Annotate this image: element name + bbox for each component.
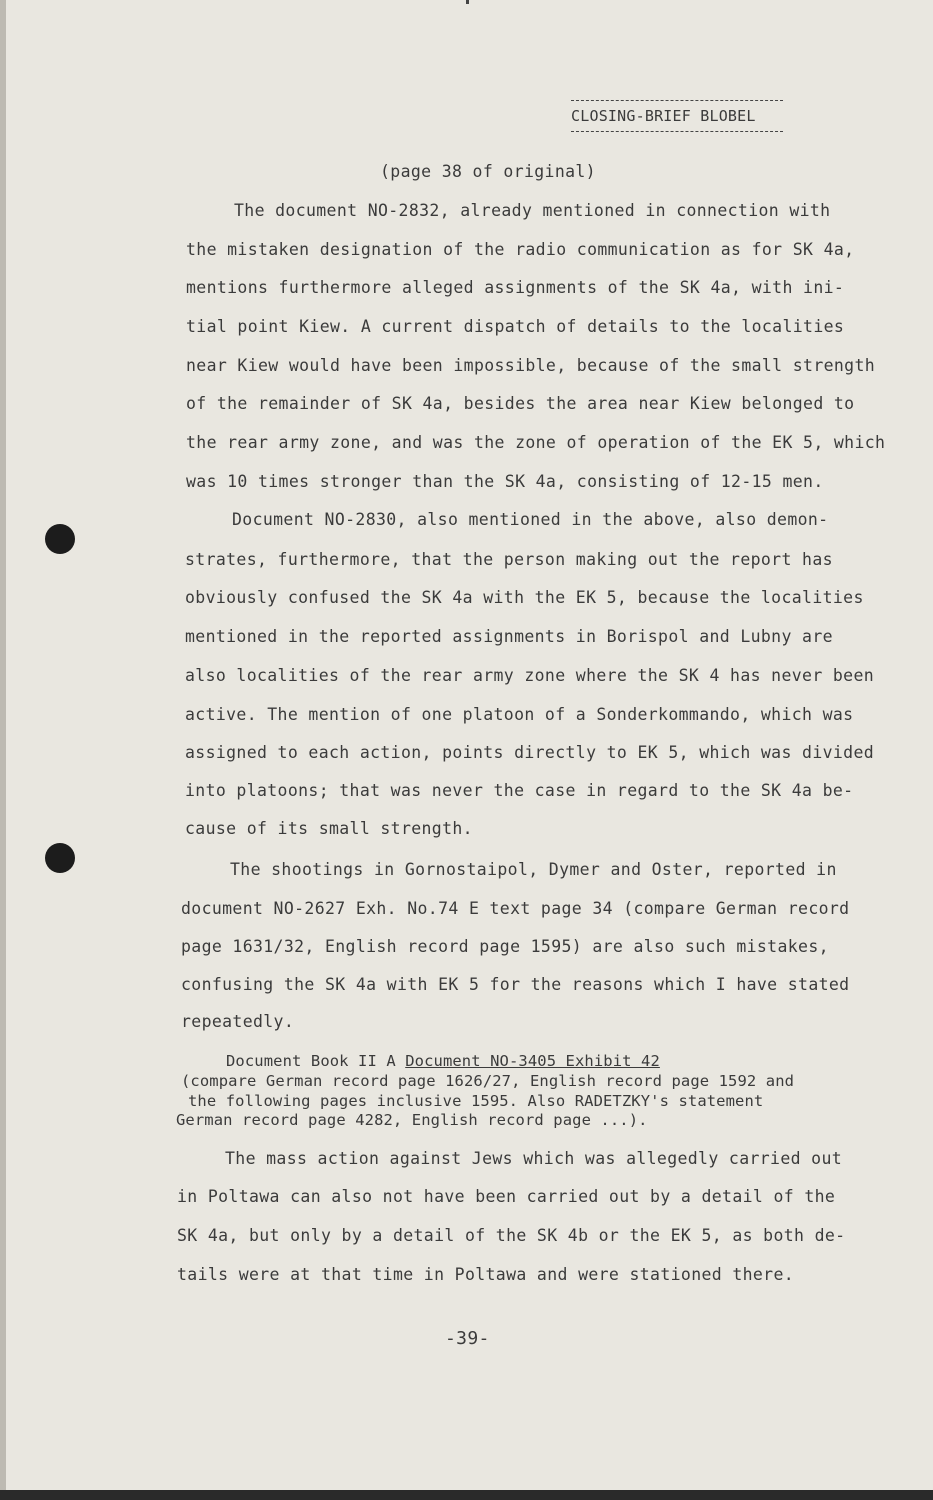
paragraph-line: the rear army zone, and was the zone of operation of the EK 5, which xyxy=(186,433,886,452)
paragraph-line: SK 4a, but only by a detail of the SK 4b or the EK 5, as both de- xyxy=(177,1226,846,1245)
paragraph-line: was 10 times stronger than the SK 4a, consisting of 12-15 men. xyxy=(186,472,824,491)
staple-mark xyxy=(466,0,469,4)
paragraph-line: tial point Kiew. A current dispatch of details to the localities xyxy=(186,317,845,336)
reference-prefix: Document Book II A xyxy=(226,1052,406,1070)
paragraph-line: The mass action against Jews which was allegedly carried out xyxy=(225,1149,843,1168)
header-title: CLOSING-BRIEF BLOBEL xyxy=(571,107,756,125)
paragraph-line: active. The mention of one platoon of a Sonderkommando, which was xyxy=(185,705,854,724)
reference-line: (compare German record page 1626/27, English record page 1592 and xyxy=(181,1072,795,1090)
paragraph-line: strates, furthermore, that the person making out the report has xyxy=(185,550,833,569)
header-rule-bottom xyxy=(571,131,783,132)
paragraph-line: Document NO-2830, also mentioned in the above, also demon- xyxy=(232,510,829,529)
page-edge xyxy=(0,0,6,1500)
paragraph-line: mentioned in the reported assignments in Borispol and Lubny are xyxy=(185,627,833,646)
paragraph-line: tails were at that time in Poltawa and were stationed there. xyxy=(177,1265,795,1284)
paragraph-line: confusing the SK 4a with EK 5 for the reasons which I have stated xyxy=(181,975,850,994)
reference-first-line xyxy=(226,1052,660,1070)
reference-line: the following pages inclusive 1595. Also RADETZKY's statement xyxy=(188,1092,764,1110)
paragraph-line: mentions furthermore alleged assignments of the SK 4a, with ini- xyxy=(186,278,845,297)
paragraph-line: in Poltawa can also not have been carried out by a detail of the xyxy=(177,1187,836,1206)
paragraph-line: near Kiew would have been impossible, because of the small strength xyxy=(186,356,876,375)
page-number: -39- xyxy=(445,1328,490,1349)
paragraph-line: assigned to each action, points directly to EK 5, which was divided xyxy=(185,743,875,762)
paragraph-line: into platoons; that was never the case in regard to the SK 4a be- xyxy=(185,781,854,800)
paragraph-line: The shootings in Gornostaipol, Dymer and Oster, reported in xyxy=(230,860,837,879)
page-bottom-edge xyxy=(0,1490,933,1500)
page-reference: (page 38 of original) xyxy=(380,162,596,181)
paragraph-line: document NO-2627 Exh. No.74 E text page 34 (compare German record xyxy=(181,899,850,918)
paragraph-line: The document NO-2832, already mentioned in connection with xyxy=(234,201,831,220)
paragraph-line: obviously confused the SK 4a with the EK 5, because the localities xyxy=(185,588,864,607)
document-exhibit-reference: Document NO-3405 Exhibit 42 xyxy=(405,1052,660,1070)
reference-line: German record page 4282, English record page ...). xyxy=(176,1111,648,1129)
punch-hole-icon xyxy=(45,524,75,554)
paragraph-line: of the remainder of SK 4a, besides the area near Kiew belonged to xyxy=(186,394,855,413)
document-header xyxy=(571,100,783,132)
paragraph-line: repeatedly. xyxy=(181,1012,295,1031)
paragraph-line: page 1631/32, English record page 1595) are also such mistakes, xyxy=(181,937,829,956)
paragraph-line: also localities of the rear army zone where the SK 4 has never been xyxy=(185,666,875,685)
punch-hole-icon xyxy=(45,843,75,873)
paragraph-line: the mistaken designation of the radio communication as for SK 4a, xyxy=(186,240,855,259)
paragraph-line: cause of its small strength. xyxy=(185,819,473,838)
